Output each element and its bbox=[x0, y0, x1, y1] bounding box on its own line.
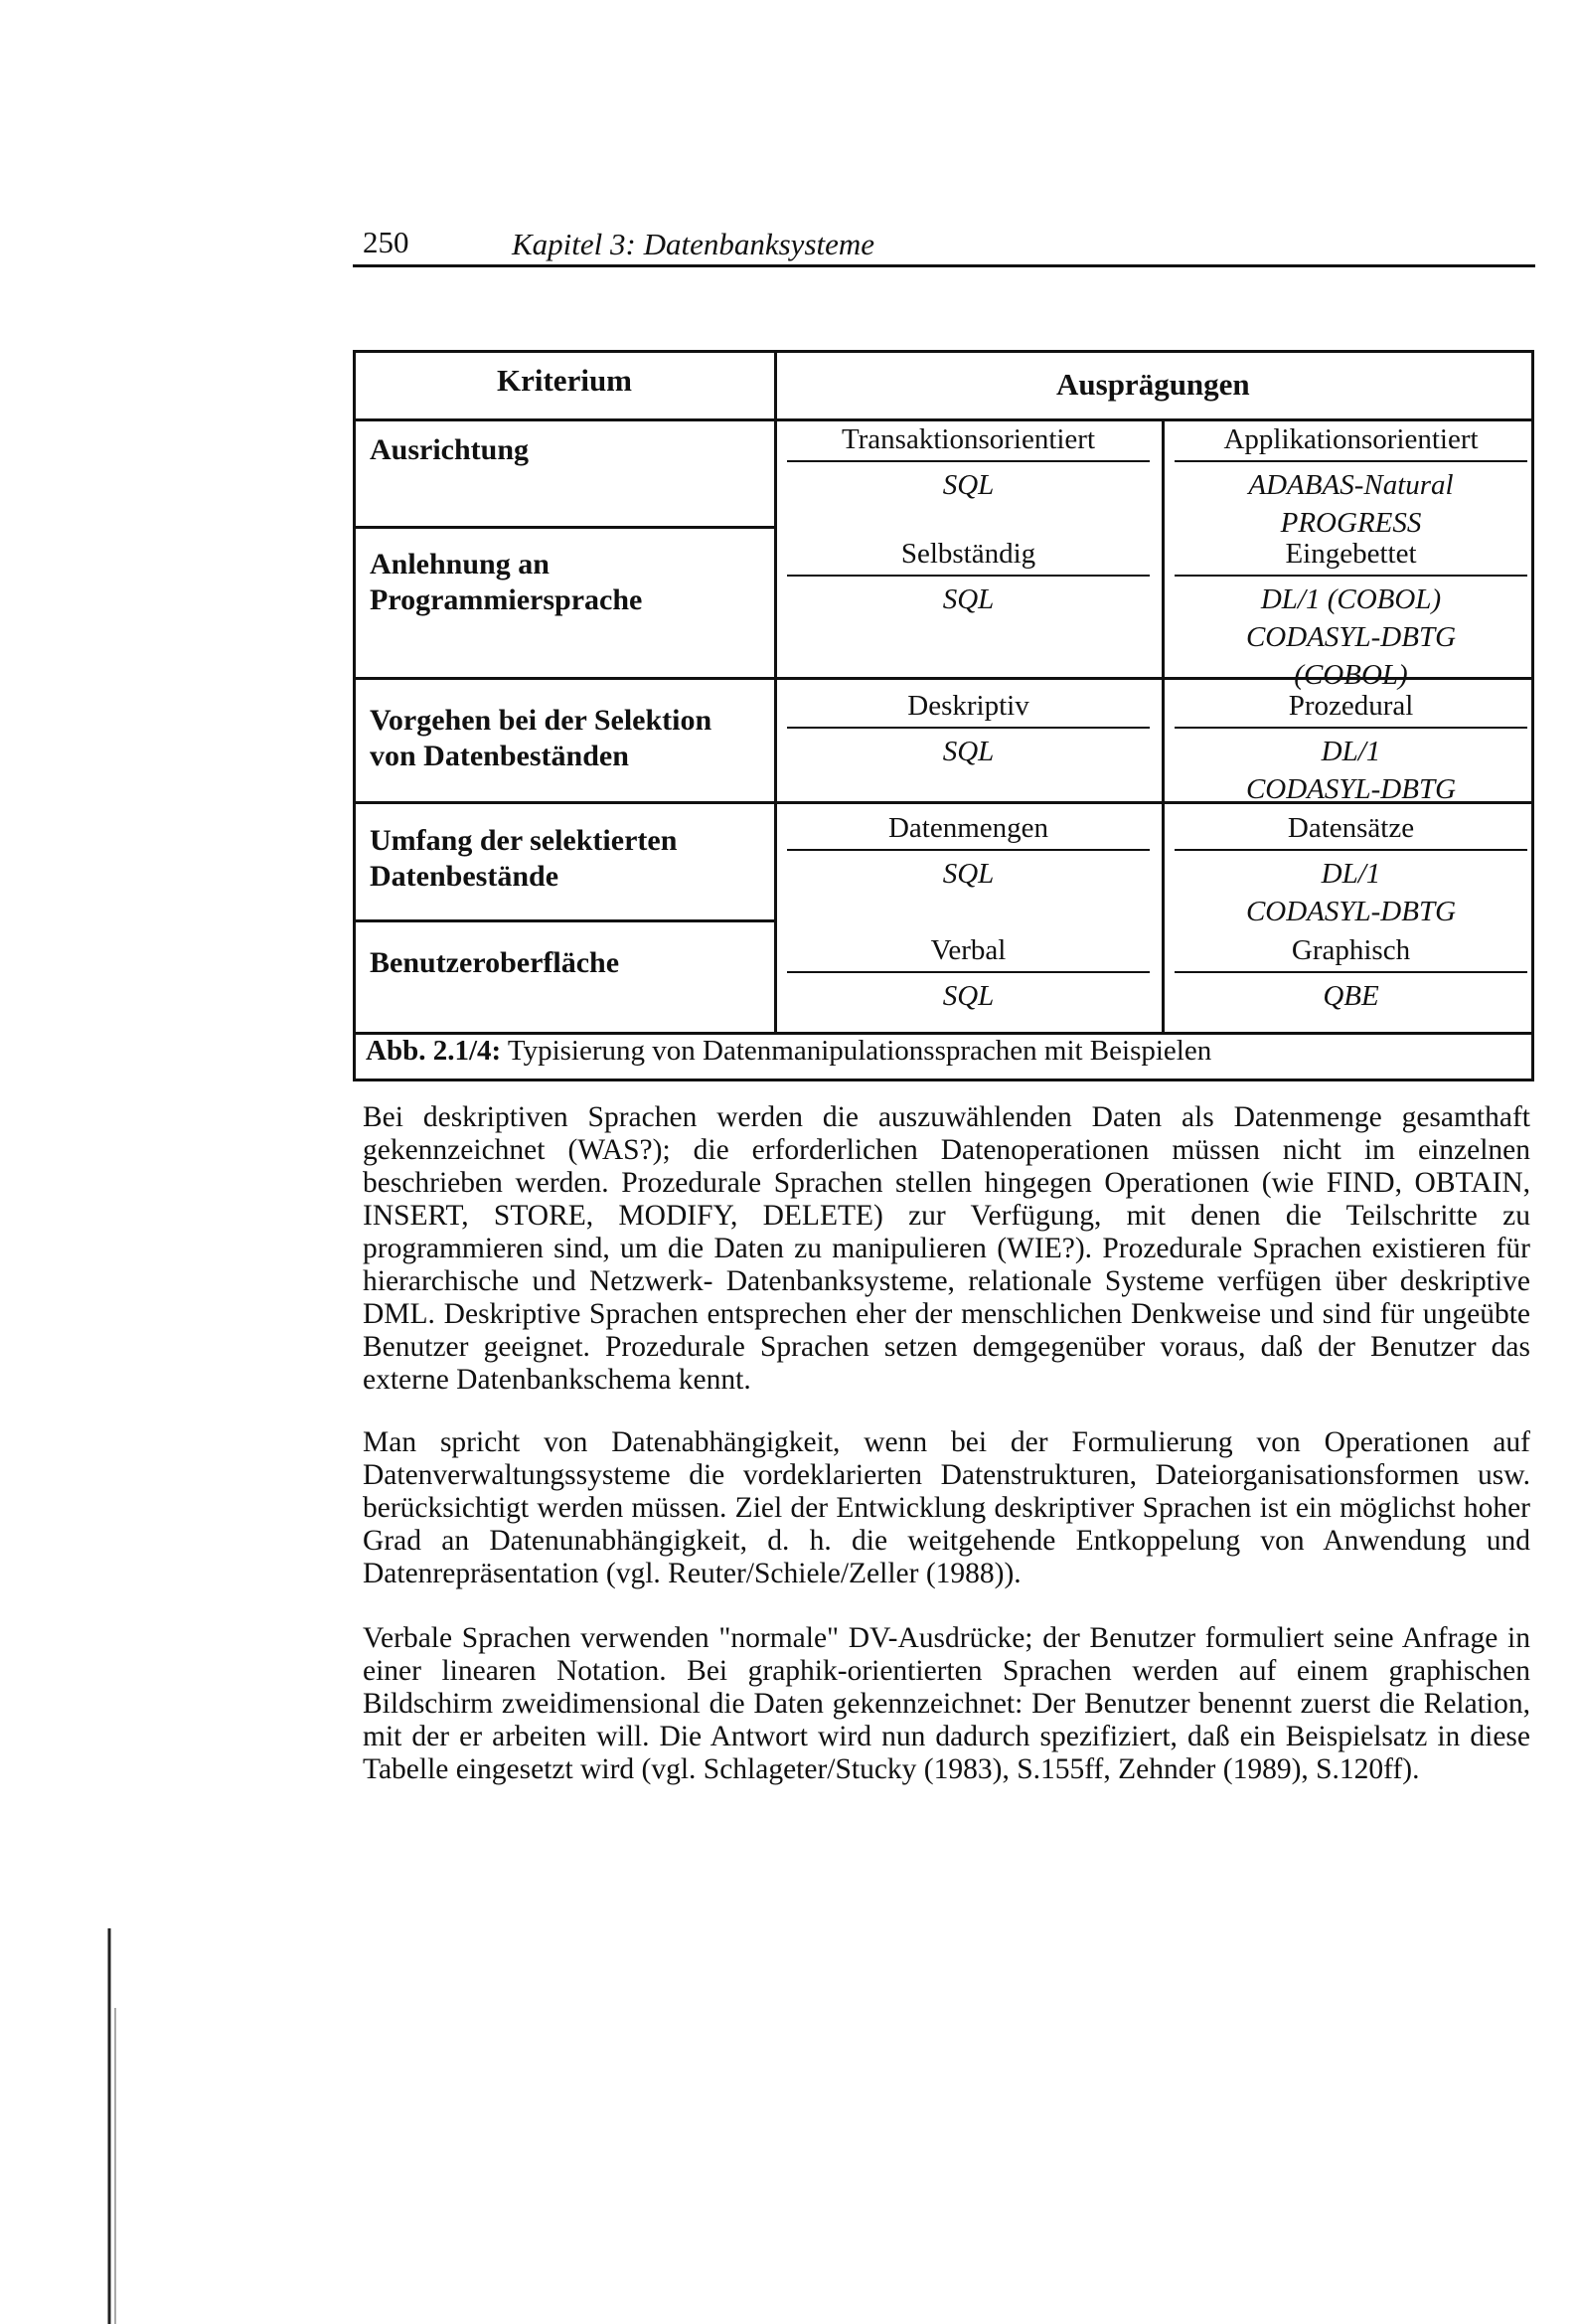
example-label: DL/1 (COBOL) bbox=[1260, 583, 1442, 615]
example-label: SQL bbox=[942, 583, 995, 615]
value-cell-left bbox=[787, 535, 1150, 618]
value-cell-left bbox=[787, 420, 1150, 504]
column-divider bbox=[1162, 418, 1165, 1032]
classification-table bbox=[353, 350, 1534, 1081]
caption-text: Typisierung von Datenmanipulationssprachen mit Beispielen bbox=[501, 1035, 1212, 1067]
category-label: Eingebettet bbox=[1175, 535, 1527, 577]
figure-caption bbox=[366, 1035, 1211, 1068]
example-label: PROGRESS bbox=[1280, 507, 1422, 539]
example-label: CODASYL-DBTG bbox=[1245, 621, 1457, 653]
value-cell-right bbox=[1175, 535, 1527, 694]
criterion-3: Vorgehen bei der Selektion von Datenbeständen bbox=[370, 704, 712, 772]
example-label: SQL bbox=[942, 980, 995, 1012]
example-label: CODASYL-DBTG bbox=[1245, 773, 1457, 805]
scan-margin-marks bbox=[79, 1889, 119, 2324]
header-criterion: Kriterium bbox=[497, 363, 633, 398]
example-label: SQL bbox=[942, 736, 995, 767]
caption-label: Abb. 2.1/4: bbox=[366, 1035, 502, 1067]
body-paragraph: Man spricht von Datenabhängigkeit, wenn bei der Formulierung von Operationen auf Datenverwaltungssysteme die vordeklarierten Datenstrukturen, Dateiorganisationsformen usw. berücksichtigt werden müssen. Ziel der Entwicklung deskriptiver Sprachen ist ein möglichst hoher Grad an Datenunabhängigkeit, d. h. die weitgehende Entkoppelung von Anwendung und Datenrepräsentation (vgl. Reuter/Schiele/Zeller (1988)). bbox=[363, 1426, 1530, 1589]
criterion-4: Umfang der selektierten Datenbestände bbox=[370, 824, 678, 893]
page-number: 250 bbox=[363, 225, 409, 259]
category-label: Deskriptiv bbox=[787, 687, 1150, 729]
example-label: DL/1 bbox=[1321, 736, 1381, 767]
category-label: Prozedural bbox=[1175, 687, 1527, 729]
category-label: Applikationsorientiert bbox=[1175, 420, 1527, 462]
category-label: Verbal bbox=[787, 931, 1150, 973]
body-paragraph: Bei deskriptiven Sprachen werden die auszuwählenden Daten als Datenmenge gesamthaft gekennzeichnet (WAS?); die erforderlichen Datenoperationen müssen nicht im einzelnen beschrieben werden. Prozedurale Sprachen stellen hingegen Operationen (wie FIND, OBTAIN, INSERT, STORE, MODIFY, DELETE) zur Verfügung, mit denen die Teilschritte zu programmieren sind, um die Daten zu manipulieren (WIE?). Prozedurale Sprachen existieren für hierarchische und Netzwerk- Datenbanksysteme, relationale Systeme verfügen über deskriptive DML. Deskriptive Sprachen entsprechen eher der menschlichen Denkweise und sind für ungeübte Benutzer geeignet. Prozedurale Sprachen setzen demgegenüber voraus, daß der Benutzer das externe Datenbankschema kennt. bbox=[363, 1101, 1530, 1396]
category-label: Datensätze bbox=[1175, 809, 1527, 851]
column-divider bbox=[774, 353, 777, 1032]
value-cell-right bbox=[1175, 931, 1527, 1015]
row-divider bbox=[356, 526, 774, 529]
criterion-2: Anlehnung an Programmiersprache bbox=[370, 548, 643, 616]
value-cell-right bbox=[1175, 687, 1527, 808]
example-label: SQL bbox=[942, 858, 995, 890]
value-cell-left bbox=[787, 931, 1150, 1015]
category-label: Transaktionsorientiert bbox=[787, 420, 1150, 462]
value-cell-right bbox=[1175, 420, 1527, 542]
category-label: Datenmengen bbox=[787, 809, 1150, 851]
example-label: (COBOL) bbox=[1294, 659, 1408, 691]
value-cell-right bbox=[1175, 809, 1527, 930]
header-values: Ausprägungen bbox=[1056, 367, 1250, 402]
category-label: Selbständig bbox=[787, 535, 1150, 577]
value-cell-left bbox=[787, 687, 1150, 770]
row-divider bbox=[356, 919, 774, 922]
example-label: CODASYL-DBTG bbox=[1245, 896, 1457, 927]
category-label: Graphisch bbox=[1175, 931, 1527, 973]
value-cell-left bbox=[787, 809, 1150, 893]
example-label: QBE bbox=[1323, 980, 1379, 1012]
body-paragraph: Verbale Sprachen verwenden "normale" DV-Ausdrücke; der Benutzer formuliert seine Anfrage in einer linearen Notation. Bei graphik-orientierten Sprachen werden auf einem graphischen Bildschirm zweidimensional die Daten gekennzeichnet: Der Benutzer benennt zuerst die Relation, mit der er arbeiten will. Die Antwort wird nun dadurch spezifiziert, daß ein Beispielsatz in diese Tabelle eingesetzt wird (vgl. Schlageter/Stucky (1983), S.155ff, Zehnder (1989), S.120ff). bbox=[363, 1622, 1530, 1785]
example-label: DL/1 bbox=[1321, 858, 1381, 890]
example-label: SQL bbox=[942, 469, 995, 501]
criterion-5: Benutzeroberfläche bbox=[370, 946, 620, 979]
criterion-1: Ausrichtung bbox=[370, 433, 530, 466]
page-header bbox=[353, 221, 1535, 267]
example-label: ADABAS-Natural bbox=[1248, 469, 1454, 501]
chapter-title: Kapitel 3: Datenbanksysteme bbox=[512, 227, 875, 261]
